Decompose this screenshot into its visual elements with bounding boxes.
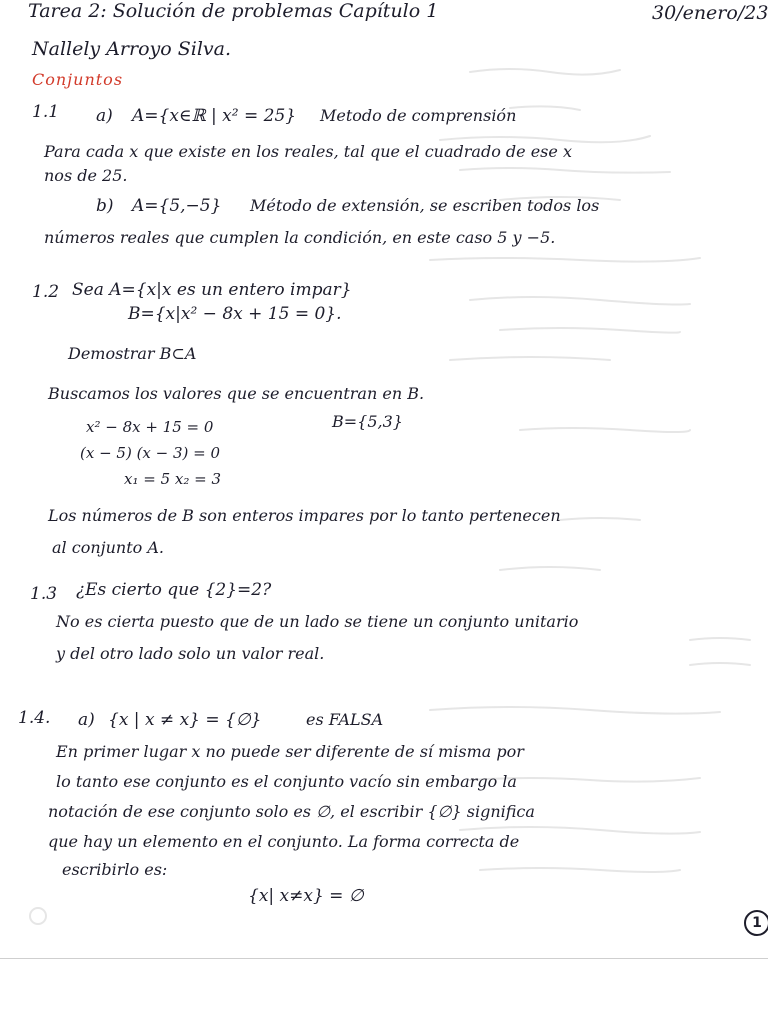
problem-1-4-text-3: notación de ese conjunto solo es ∅, el escribir {∅} significa (48, 802, 535, 821)
homework-date: 30/enero/23 (652, 2, 768, 24)
problem-1-1-b-set: A={5,−5} (132, 196, 222, 216)
problem-1-4-a-statement: {x | x ≠ x} = {∅} (108, 710, 262, 730)
problem-1-3-answer-1: No es cierta puesto que de un lado se tiene un conjunto unitario (56, 612, 579, 631)
problem-1-2-buscamos: Buscamos los valores que se encuentran en B. (48, 384, 425, 403)
scan-page-edge (0, 958, 768, 959)
problem-1-1-a-set: A={x∈ℝ | x² = 25} (132, 106, 297, 126)
section-title: Conjuntos (32, 70, 124, 89)
problem-1-4-text-1: En primer lugar x no puede ser diferente de sí misma por (56, 742, 524, 761)
author-name: Nallely Arroyo Silva. (32, 38, 232, 60)
problem-1-4-correct-notation: {x| x≠x} = ∅ (248, 886, 364, 906)
problem-1-1-b-text-2: números reales que cumplen la condición, en este caso 5 y −5. (44, 228, 556, 247)
problem-1-3-question: ¿Es cierto que {2}=2? (76, 580, 272, 600)
problem-1-4-text-2: lo tanto ese conjunto es el conjunto vacío sin embargo la (56, 772, 517, 791)
problem-1-3-number: 1.3 (30, 584, 58, 604)
problem-1-2-line-2: B={x|x² − 8x + 15 = 0}. (128, 304, 342, 324)
problem-1-2-conclusion-2: al conjunto A. (52, 538, 164, 557)
page-number: 1 (752, 915, 762, 931)
problem-1-2-number: 1.2 (32, 282, 60, 302)
problem-1-2-equation-3: x₁ = 5 x₂ = 3 (124, 470, 222, 488)
problem-1-2-line-1: Sea A={x|x es un entero impar} (72, 280, 352, 300)
problem-1-4-a-verdict: es FALSA (306, 710, 384, 729)
problem-1-1-a-label: a) (96, 106, 113, 126)
problem-1-1-b-text-1: Método de extensión, se escriben todos los (250, 196, 600, 215)
problem-1-4-text-5: escribirlo es: (62, 860, 168, 879)
problem-1-1-a-text-1: Para cada x que existe en los reales, tal que el cuadrado de ese x (44, 142, 572, 161)
problem-1-2-equation-2: (x − 5) (x − 3) = 0 (80, 444, 221, 462)
problem-1-2-equation-1: x² − 8x + 15 = 0 (86, 418, 214, 436)
problem-1-2-conclusion-1: Los números de B son enteros impares por lo tanto pertenecen (48, 506, 561, 525)
problem-1-4-text-4: que hay un elemento en el conjunto. La forma correcta de (48, 832, 520, 851)
problem-1-1-a-method: Metodo de comprensión (320, 106, 517, 125)
problem-1-4-number: 1.4. (18, 708, 51, 728)
problem-1-3-answer-2: y del otro lado solo un valor real. (56, 644, 325, 663)
problem-1-1-a-text-2: nos de 25. (44, 166, 128, 185)
page-number-badge (744, 910, 768, 936)
homework-title: Tarea 2: Solución de problemas Capítulo 1 (28, 0, 439, 22)
problem-1-4-a-label: a) (78, 710, 95, 730)
problem-1-2-set-b: B={5,3} (332, 412, 403, 431)
problem-1-1-number: 1.1 (32, 102, 60, 122)
problem-1-2-demostrar: Demostrar B⊂A (68, 344, 197, 363)
problem-1-1-b-label: b) (96, 196, 114, 216)
